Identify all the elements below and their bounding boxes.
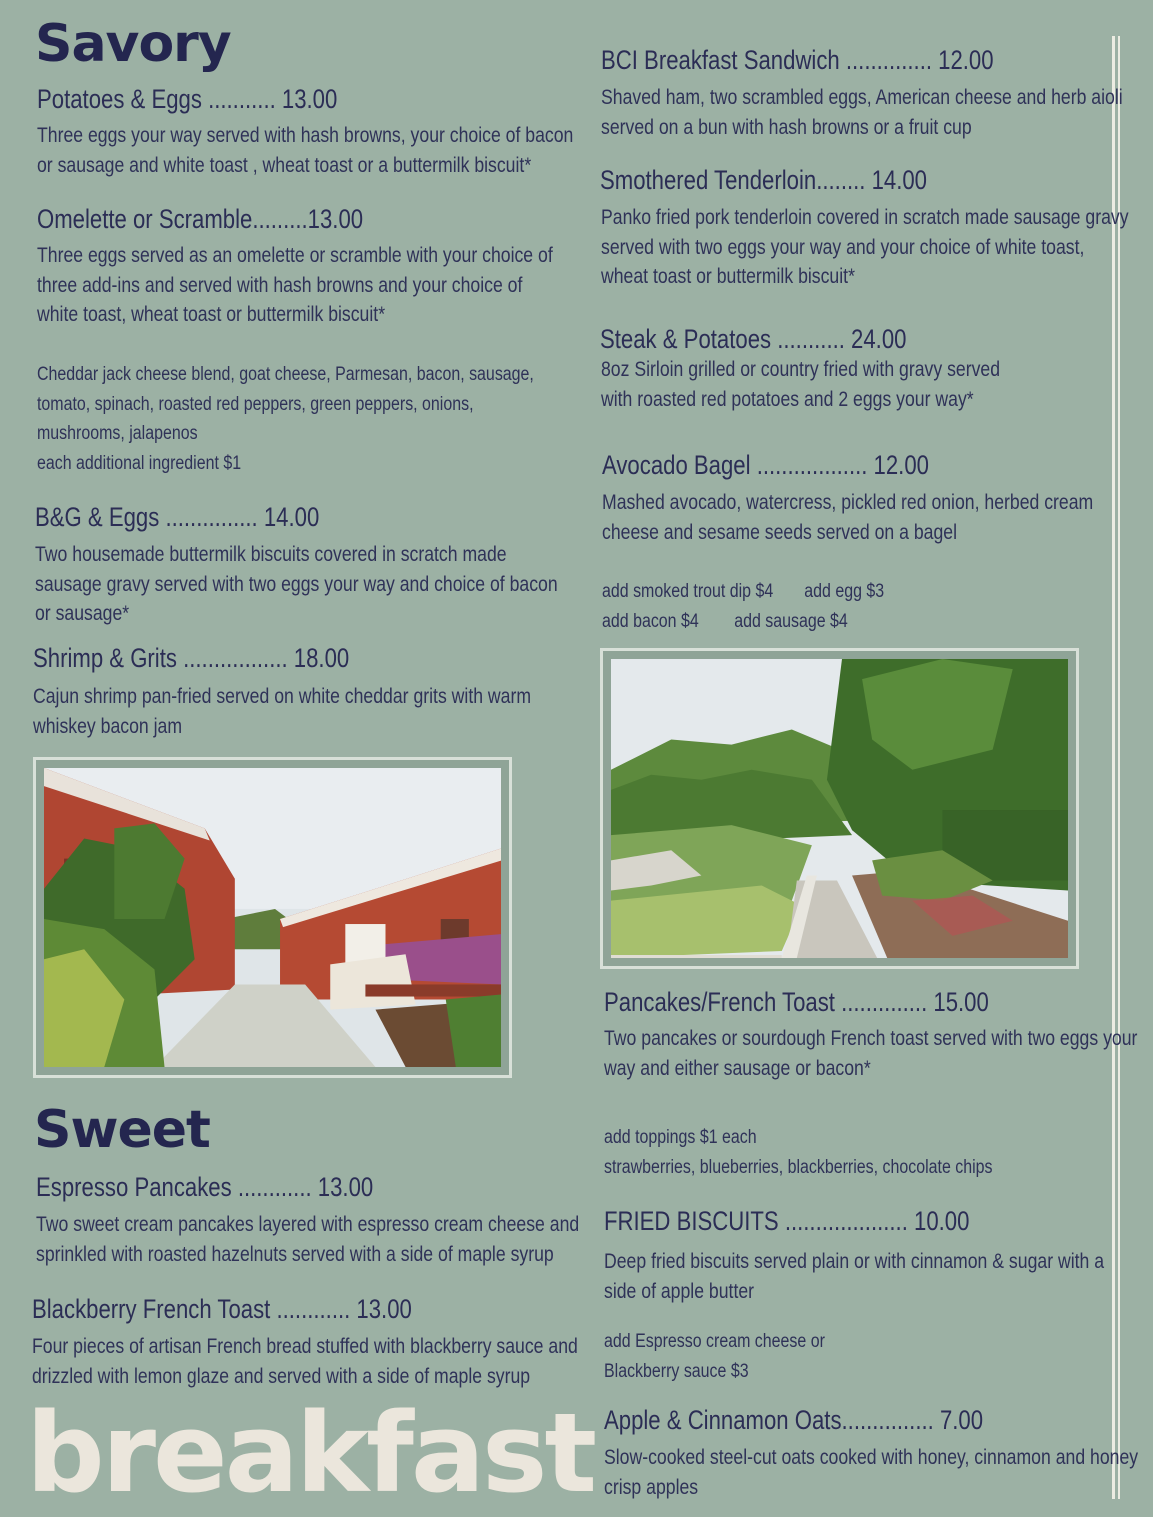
barn-photo-frame [33, 757, 512, 1078]
item-desc-espresso-pancakes: Two sweet cream pancakes layered with espresso cream cheese and sprinkled with roasted hazelnuts served with a side of maple syrup [36, 1213, 580, 1266]
item-desc-omelette: Three eggs served as an omelette or scramble with your choice of three add-ins and served with hash browns and your choice of white toast, wheat toast or buttermilk biscuit* [37, 244, 553, 326]
item-desc-fried-biscuits: Deep fried biscuits served plain or with cinnamon & sugar with a side of apple butter [604, 1250, 1105, 1303]
item-title-avocado-bagel: Avocado Bagel .................. 12.00 [602, 450, 929, 480]
item-title-bg-eggs: B&G & Eggs ............... 14.00 [35, 502, 320, 532]
item-desc-bci-sandwich: Shaved ham, two scrambled eggs, American cheese and herb aioli served on a bun with hash browns or a fruit cup [601, 86, 1123, 139]
breakfast-title: breakfast [26, 1389, 595, 1517]
barn-photo [44, 768, 501, 1067]
garden-photo-frame [600, 648, 1079, 969]
item-title-steak-potatoes: Steak & Potatoes ........... 24.00 [600, 324, 907, 354]
item-desc-bg-eggs: Two housemade buttermilk biscuits covered in scratch made sausage gravy served with two eggs your way and choice of bacon or sausage* [35, 543, 558, 625]
item-title-fried-biscuits: FRIED BISCUITS .................... 10.00 [604, 1206, 970, 1236]
heading-sweet: Sweet [34, 1100, 210, 1160]
item-title-pancakes-french-toast: Pancakes/French Toast .............. 15.00 [604, 987, 989, 1017]
item-desc-potatoes-eggs: Three eggs your way served with hash browns, your choice of bacon or sausage and white toast , wheat toast or a buttermilk biscuit* [37, 124, 574, 177]
item-desc-shrimp-grits: Cajun shrimp pan-fried served on white cheddar grits with warm whiskey bacon jam [33, 685, 532, 738]
item-desc-apple-cinnamon-oats: Slow-cooked steel-cut oats cooked with honey, cinnamon and honey crisp apples [604, 1446, 1139, 1499]
item-desc-pancakes-french-toast: Two pancakes or sourdough French toast served with two eggs your way and either sausage or bacon* [604, 1027, 1138, 1080]
item-title-shrimp-grits: Shrimp & Grits ................. 18.00 [33, 643, 350, 673]
pancakes-toppings-addons: add toppings $1 each strawberries, blueberries, blackberries, chocolate chips [604, 1127, 993, 1178]
item-desc-blackberry-french-toast: Four pieces of artisan French bread stuffed with blackberry sauce and drizzled with lemon glaze and served with a side of maple syrup [32, 1335, 578, 1388]
heading-savory: Savory [35, 14, 231, 74]
item-title-omelette: Omelette or Scramble.........13.00 [37, 204, 364, 234]
item-desc-smothered-tenderloin: Panko fried pork tenderloin covered in scratch made sausage gravy served with two eggs your way and your choice of white toast, wheat toast or buttermilk biscuit* [601, 206, 1129, 288]
item-title-bci-sandwich: BCI Breakfast Sandwich .............. 12.00 [601, 45, 994, 75]
item-title-potatoes-eggs: Potatoes & Eggs ........... 13.00 [37, 84, 338, 114]
avocado-bagel-addons: add smoked trout dip $4 add egg $3 add bacon $4 add sausage $4 [602, 581, 885, 632]
fried-biscuits-addons: add Espresso cream cheese or Blackberry sauce $3 [604, 1331, 825, 1382]
item-desc-avocado-bagel: Mashed avocado, watercress, pickled red onion, herbed cream cheese and sesame seeds served on a bagel [602, 491, 1094, 544]
omelette-addins-list: Cheddar jack cheese blend, goat cheese, Parmesan, bacon, sausage, tomato, spinach, roasted red peppers, green peppers, onions, mushrooms, jalapenos each additional ingredient $1 [37, 364, 534, 474]
item-title-blackberry-french-toast: Blackberry French Toast ............ 13.00 [32, 1294, 412, 1324]
item-title-espresso-pancakes: Espresso Pancakes ............ 13.00 [36, 1172, 374, 1202]
item-title-apple-cinnamon-oats: Apple & Cinnamon Oats............... 7.00 [604, 1405, 984, 1435]
garden-photo [611, 659, 1068, 958]
item-desc-steak-potatoes: 8oz Sirloin grilled or country fried with gravy served with roasted red potatoes and 2 eggs your way* [601, 358, 1001, 411]
item-title-smothered-tenderloin: Smothered Tenderloin........ 14.00 [600, 165, 927, 195]
